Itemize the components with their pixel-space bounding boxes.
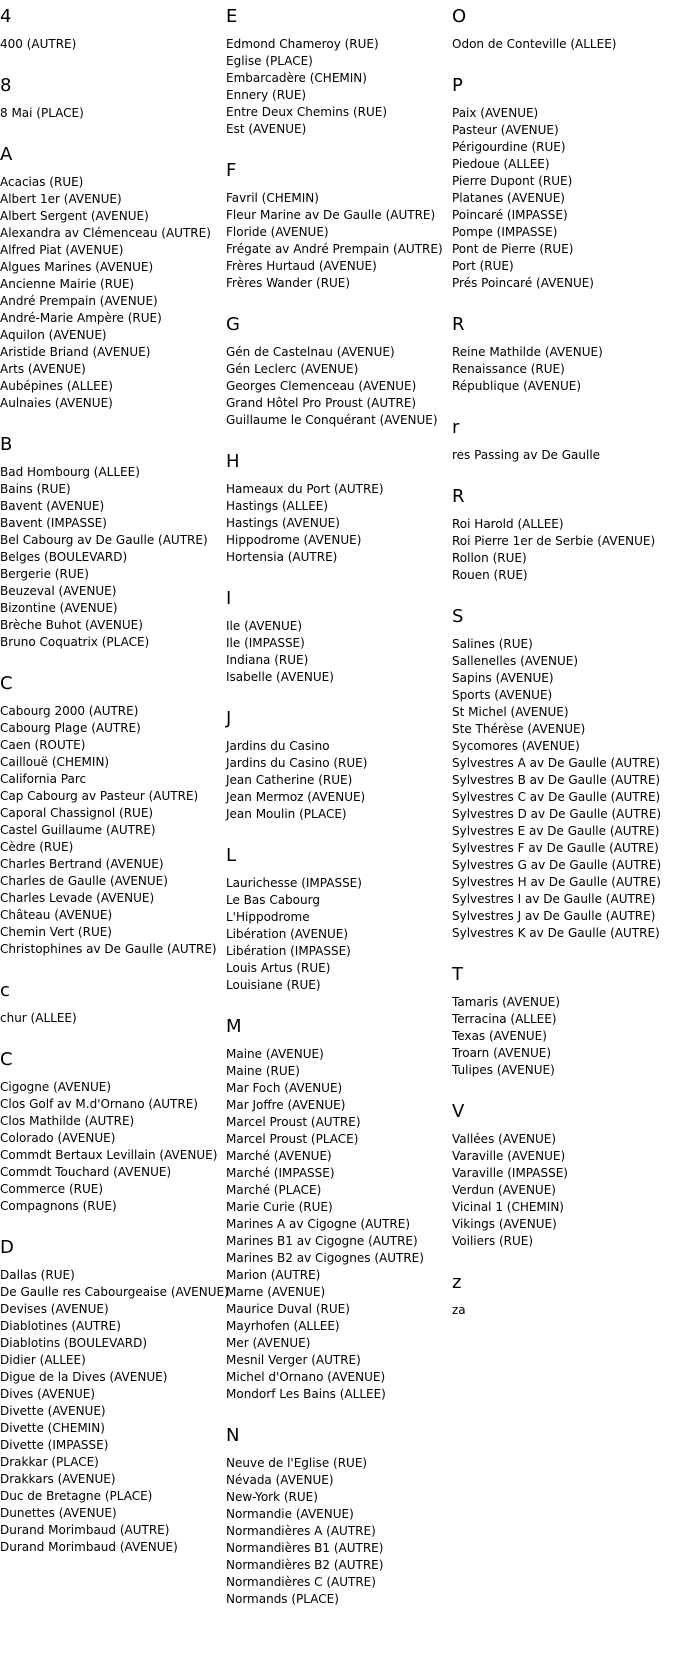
street-item: Normandières A (AUTRE) xyxy=(226,1524,376,1538)
street-item: 400 (AUTRE) xyxy=(0,37,77,51)
street-item: Pompe (IMPASSE) xyxy=(452,225,558,239)
street-item: Albert 1er (AVENUE) xyxy=(0,192,122,206)
street-item: Didier (ALLEE) xyxy=(0,1353,86,1367)
street-item: Aulnaies (AVENUE) xyxy=(0,396,113,410)
index-section xyxy=(0,1049,222,1237)
street-item: Dunettes (AVENUE) xyxy=(0,1506,117,1520)
street-item: Favril (CHEMIN) xyxy=(226,191,319,205)
street-item: Commdt Touchard (AVENUE) xyxy=(0,1165,172,1179)
street-item: Bavent (AVENUE) xyxy=(0,499,105,513)
street-item: Mer (AVENUE) xyxy=(226,1336,311,1350)
index-section xyxy=(226,160,448,314)
street-item: Commdt Bertaux Levillain (AVENUE) xyxy=(0,1148,218,1162)
street-item: Verdun (AVENUE) xyxy=(452,1183,556,1197)
index-section xyxy=(0,144,222,434)
street-item: Louisiane (RUE) xyxy=(226,978,321,992)
index-section xyxy=(226,1425,448,1630)
street-item: Guillaume le Conquérant (AVENUE) xyxy=(226,413,438,427)
street-list xyxy=(452,994,674,1079)
street-item: Commerce (RUE) xyxy=(0,1182,104,1196)
street-item: Ile (AVENUE) xyxy=(226,619,303,633)
street-item: Sapins (AVENUE) xyxy=(452,671,554,685)
street-item: St Michel (AVENUE) xyxy=(452,705,569,719)
street-list xyxy=(452,447,674,464)
street-item: Fleur Marine av De Gaulle (AUTRE) xyxy=(226,208,436,222)
street-item: Sylvestres D av De Gaulle (AUTRE) xyxy=(452,807,662,821)
section-letter: C xyxy=(0,673,13,694)
street-item: République (AVENUE) xyxy=(452,379,582,393)
street-item: Marne (AVENUE) xyxy=(226,1285,326,1299)
street-item: Arts (AVENUE) xyxy=(0,362,86,376)
street-item: Clos Golf av M.d'Ornano (AUTRE) xyxy=(0,1097,198,1111)
street-item: Maurice Duval (RUE) xyxy=(226,1302,350,1316)
street-item: Charles de Gaulle (AVENUE) xyxy=(0,874,168,888)
street-item: Mesnil Verger (AUTRE) xyxy=(226,1353,361,1367)
section-letter: 8 xyxy=(0,75,12,96)
street-item: Drakkar (PLACE) xyxy=(0,1455,99,1469)
street-item: Devises (AVENUE) xyxy=(0,1302,109,1316)
street-item: Prés Poincaré (AVENUE) xyxy=(452,276,594,290)
street-item: Rouen (RUE) xyxy=(452,568,528,582)
section-letter: C xyxy=(0,1049,13,1070)
street-list xyxy=(0,174,222,412)
street-item: Bergerie (RUE) xyxy=(0,567,89,581)
street-item: Roi Harold (ALLEE) xyxy=(452,517,564,531)
street-item: Voiliers (RUE) xyxy=(452,1234,534,1248)
street-item: Diablotines (AUTRE) xyxy=(0,1319,121,1333)
section-letter: r xyxy=(452,417,460,438)
index-column xyxy=(0,6,229,1578)
street-item: Charles Levade (AVENUE) xyxy=(0,891,155,905)
street-list xyxy=(226,1046,448,1403)
street-item: Aquilon (AVENUE) xyxy=(0,328,107,342)
street-item: Rollon (RUE) xyxy=(452,551,527,565)
street-item: Normandières C (AUTRE) xyxy=(226,1575,376,1589)
street-item: Castel Guillaume (AUTRE) xyxy=(0,823,156,837)
street-item: res Passing av De Gaulle xyxy=(452,448,601,462)
street-item: Sylvestres H av De Gaulle (AUTRE) xyxy=(452,875,661,889)
street-item: Jean Catherine (RUE) xyxy=(226,773,353,787)
street-item: Normands (PLACE) xyxy=(226,1592,339,1606)
street-item: Digue de la Dives (AVENUE) xyxy=(0,1370,168,1384)
street-item: Brèche Buhot (AVENUE) xyxy=(0,618,143,632)
street-item: Marché (AVENUE) xyxy=(226,1149,332,1163)
street-list xyxy=(226,36,448,138)
section-letter: 4 xyxy=(0,6,12,27)
street-item: Jean Moulin (PLACE) xyxy=(226,807,347,821)
street-item: Marché (IMPASSE) xyxy=(226,1166,335,1180)
street-item: Bizontine (AVENUE) xyxy=(0,601,118,615)
section-letter: z xyxy=(452,1272,462,1293)
street-item: Marie Curie (RUE) xyxy=(226,1200,333,1214)
street-item: Varaville (AVENUE) xyxy=(452,1149,566,1163)
street-item: Clos Mathilde (AUTRE) xyxy=(0,1114,135,1128)
street-item: Pierre Dupont (RUE) xyxy=(452,174,573,188)
street-item: Normandie (AVENUE) xyxy=(226,1507,354,1521)
street-item: Jardins du Casino xyxy=(226,739,330,753)
street-item: Chemin Vert (RUE) xyxy=(0,925,112,939)
section-letter: E xyxy=(226,6,238,27)
index-section xyxy=(0,75,222,144)
street-list xyxy=(0,1010,222,1027)
street-item: Duc de Bretagne (PLACE) xyxy=(0,1489,153,1503)
street-item: Edmond Chameroy (RUE) xyxy=(226,37,379,51)
street-item: Sylvestres E av De Gaulle (AUTRE) xyxy=(452,824,660,838)
street-item: Paix (AVENUE) xyxy=(452,106,539,120)
index-column xyxy=(226,6,448,1630)
street-item: Vikings (AVENUE) xyxy=(452,1217,557,1231)
street-item: Sylvestres G av De Gaulle (AUTRE) xyxy=(452,858,662,872)
index-section xyxy=(452,6,674,75)
street-item: Beuzeval (AVENUE) xyxy=(0,584,117,598)
street-item: Varaville (IMPASSE) xyxy=(452,1166,568,1180)
street-item: Alfred Piat (AVENUE) xyxy=(0,243,124,257)
street-item: Vallées (AVENUE) xyxy=(452,1132,557,1146)
street-item: Bel Cabourg av De Gaulle (AUTRE) xyxy=(0,533,208,547)
index-section xyxy=(452,417,674,486)
street-item: Mar Foch (AVENUE) xyxy=(226,1081,343,1095)
section-letter: D xyxy=(0,1237,14,1258)
index-section xyxy=(0,673,222,980)
street-item: Hortensia (AUTRE) xyxy=(226,550,338,564)
street-item: chur (ALLEE) xyxy=(0,1011,77,1025)
index-section xyxy=(0,1237,229,1578)
street-item: Salines (RUE) xyxy=(452,637,533,651)
street-item: 8 Mai (PLACE) xyxy=(0,106,84,120)
street-item: Frégate av André Prempain (AUTRE) xyxy=(226,242,443,256)
street-item: Vicinal 1 (CHEMIN) xyxy=(452,1200,564,1214)
street-item: Embarcadère (CHEMIN) xyxy=(226,71,367,85)
street-item: Ancienne Mairie (RUE) xyxy=(0,277,135,291)
street-list xyxy=(226,875,448,994)
street-item: Ile (IMPASSE) xyxy=(226,636,305,650)
street-item: Marines B2 av Cigognes (AUTRE) xyxy=(226,1251,424,1265)
street-item: Odon de Conteville (ALLEE) xyxy=(452,37,617,51)
street-item: Mayrhofen (ALLEE) xyxy=(226,1319,340,1333)
section-letter: T xyxy=(452,964,463,985)
section-letter: c xyxy=(0,980,10,1001)
index-section xyxy=(226,6,448,160)
street-item: Le Bas Cabourg xyxy=(226,893,320,907)
street-item: Sylvestres J av De Gaulle (AUTRE) xyxy=(452,909,656,923)
street-item: Eglise (PLACE) xyxy=(226,54,313,68)
street-item: André-Marie Ampère (RUE) xyxy=(0,311,162,325)
street-item: Sylvestres C av De Gaulle (AUTRE) xyxy=(452,790,661,804)
street-list xyxy=(226,1455,448,1608)
street-list xyxy=(0,703,222,958)
street-item: Bad Hombourg (ALLEE) xyxy=(0,465,140,479)
street-item: Acacias (RUE) xyxy=(0,175,84,189)
street-item: Belges (BOULEVARD) xyxy=(0,550,128,564)
street-item: za xyxy=(452,1303,466,1317)
index-section xyxy=(452,75,674,314)
street-item: Dives (AVENUE) xyxy=(0,1387,96,1401)
street-item: Georges Clemenceau (AVENUE) xyxy=(226,379,417,393)
street-item: Hastings (ALLEE) xyxy=(226,499,329,513)
street-item: Texas (AVENUE) xyxy=(452,1029,547,1043)
street-list xyxy=(226,481,448,566)
street-item: Bains (RUE) xyxy=(0,482,71,496)
street-item: Albert Sergent (AVENUE) xyxy=(0,209,149,223)
street-item: L'Hippodrome xyxy=(226,910,310,924)
street-item: Maine (AVENUE) xyxy=(226,1047,324,1061)
street-item: Ste Thérèse (AVENUE) xyxy=(452,722,586,736)
street-item: Alexandra av Clémenceau (AUTRE) xyxy=(0,226,211,240)
street-item: Christophines av De Gaulle (AUTRE) xyxy=(0,942,217,956)
street-item: Pont de Pierre (RUE) xyxy=(452,242,574,256)
street-item: Indiana (RUE) xyxy=(226,653,309,667)
section-letter: P xyxy=(452,75,463,96)
street-list xyxy=(0,1079,222,1215)
street-item: Piedoue (ALLEE) xyxy=(452,157,550,171)
street-item: Mondorf Les Bains (ALLEE) xyxy=(226,1387,386,1401)
street-item: Sylvestres I av De Gaulle (AUTRE) xyxy=(452,892,656,906)
street-item: Dallas (RUE) xyxy=(0,1268,75,1282)
street-list xyxy=(226,344,448,429)
street-item: Gén de Castelnau (AVENUE) xyxy=(226,345,395,359)
index-section xyxy=(226,845,448,1016)
street-item: Louis Artus (RUE) xyxy=(226,961,331,975)
street-item: Marines B1 av Cigogne (AUTRE) xyxy=(226,1234,418,1248)
street-item: Hastings (AVENUE) xyxy=(226,516,340,530)
street-item: Diablotins (BOULEVARD) xyxy=(0,1336,148,1350)
street-list xyxy=(452,636,674,942)
street-item: Frères Hurtaud (AVENUE) xyxy=(226,259,377,273)
street-list xyxy=(0,36,222,53)
street-item: Durand Morimbaud (AUTRE) xyxy=(0,1523,170,1537)
section-letter: R xyxy=(452,486,465,507)
section-letter: L xyxy=(226,845,237,866)
street-item: Gén Leclerc (AVENUE) xyxy=(226,362,359,376)
street-item: Ennery (RUE) xyxy=(226,88,307,102)
street-item: Renaissance (RUE) xyxy=(452,362,565,376)
street-item: Hameaux du Port (AUTRE) xyxy=(226,482,384,496)
street-item: Drakkars (AVENUE) xyxy=(0,1472,116,1486)
street-item: Grand Hôtel Pro Proust (AUTRE) xyxy=(226,396,417,410)
street-item: Marcel Proust (PLACE) xyxy=(226,1132,359,1146)
street-item: André Prempain (AVENUE) xyxy=(0,294,158,308)
street-item: Maine (RUE) xyxy=(226,1064,300,1078)
street-item: Sports (AVENUE) xyxy=(452,688,553,702)
index-section xyxy=(452,486,674,606)
street-item: Jean Mermoz (AVENUE) xyxy=(226,790,366,804)
street-item: Cabourg Plage (AUTRE) xyxy=(0,721,141,735)
section-letter: B xyxy=(0,434,13,455)
section-letter: J xyxy=(226,708,232,729)
street-list xyxy=(226,618,448,686)
street-item: New-York (RUE) xyxy=(226,1490,318,1504)
street-list xyxy=(0,1267,229,1556)
street-item: Entre Deux Chemins (RUE) xyxy=(226,105,388,119)
street-item: Aubépines (ALLEE) xyxy=(0,379,113,393)
street-item: Caporal Chassignol (RUE) xyxy=(0,806,154,820)
street-item: Marché (PLACE) xyxy=(226,1183,322,1197)
street-item: Sylvestres A av De Gaulle (AUTRE) xyxy=(452,756,661,770)
section-letter: G xyxy=(226,314,240,335)
street-item: Algues Marines (AVENUE) xyxy=(0,260,154,274)
street-item: Terracina (ALLEE) xyxy=(452,1012,557,1026)
street-item: Isabelle (AVENUE) xyxy=(226,670,334,684)
street-list xyxy=(0,105,222,122)
street-item: Sylvestres K av De Gaulle (AUTRE) xyxy=(452,926,660,940)
street-item: Cap Cabourg av Pasteur (AUTRE) xyxy=(0,789,199,803)
street-item: Sylvestres F av De Gaulle (AUTRE) xyxy=(452,841,659,855)
street-item: Frères Wander (RUE) xyxy=(226,276,351,290)
street-item: Colorado (AVENUE) xyxy=(0,1131,116,1145)
index-section xyxy=(0,980,222,1049)
street-item: Marcel Proust (AUTRE) xyxy=(226,1115,361,1129)
section-letter: V xyxy=(452,1101,465,1122)
index-section xyxy=(452,964,674,1101)
index-section xyxy=(226,588,448,708)
index-section xyxy=(226,708,448,845)
section-letter: A xyxy=(0,144,13,165)
street-item: Compagnons (RUE) xyxy=(0,1199,117,1213)
street-list xyxy=(452,344,674,395)
street-item: Divette (IMPASSE) xyxy=(0,1438,109,1452)
index-column xyxy=(452,6,674,1341)
street-item: Platanes (AVENUE) xyxy=(452,191,565,205)
street-item: Bruno Coquatrix (PLACE) xyxy=(0,635,150,649)
street-item: Laurichesse (IMPASSE) xyxy=(226,876,362,890)
street-item: Mar Joffre (AVENUE) xyxy=(226,1098,346,1112)
street-item: Poincaré (IMPASSE) xyxy=(452,208,568,222)
street-item: De Gaulle res Cabourgeaise (AVENUE) xyxy=(0,1285,229,1299)
street-item: Charles Bertrand (AVENUE) xyxy=(0,857,164,871)
street-item: Port (RUE) xyxy=(452,259,514,273)
street-item: Périgourdine (RUE) xyxy=(452,140,566,154)
street-item: Troarn (AVENUE) xyxy=(452,1046,552,1060)
street-item: Bavent (IMPASSE) xyxy=(0,516,107,530)
street-item: Jardins du Casino (RUE) xyxy=(226,756,368,770)
street-item: Sylvestres B av De Gaulle (AUTRE) xyxy=(452,773,661,787)
street-item: Michel d'Ornano (AVENUE) xyxy=(226,1370,386,1384)
index-section xyxy=(0,434,222,673)
index-section xyxy=(452,1101,674,1272)
index-section xyxy=(452,314,674,417)
street-item: Marion (AUTRE) xyxy=(226,1268,321,1282)
street-item: Normandières B2 (AUTRE) xyxy=(226,1558,384,1572)
street-item: Floride (AVENUE) xyxy=(226,225,329,239)
index-section xyxy=(452,606,674,964)
index-section xyxy=(226,314,448,451)
street-item: Caen (ROUTE) xyxy=(0,738,86,752)
street-list xyxy=(226,738,448,823)
section-letter: O xyxy=(452,6,467,27)
street-item: Sallenelles (AVENUE) xyxy=(452,654,579,668)
index-section xyxy=(452,1272,674,1341)
street-item: Caillouë (CHEMIN) xyxy=(0,755,110,769)
street-item: Reine Mathilde (AVENUE) xyxy=(452,345,603,359)
street-list xyxy=(452,36,674,53)
street-item: Pasteur (AVENUE) xyxy=(452,123,559,137)
section-letter: S xyxy=(452,606,464,627)
street-item: Durand Morimbaud (AVENUE) xyxy=(0,1540,178,1554)
street-list xyxy=(452,1302,674,1319)
street-item: Est (AVENUE) xyxy=(226,122,307,136)
street-item: Château (AVENUE) xyxy=(0,908,113,922)
street-list xyxy=(452,1131,674,1250)
street-list xyxy=(226,190,448,292)
street-item: Aristide Briand (AVENUE) xyxy=(0,345,151,359)
section-letter: I xyxy=(226,588,232,609)
street-item: Libération (IMPASSE) xyxy=(226,944,351,958)
section-letter: R xyxy=(452,314,465,335)
street-item: Cabourg 2000 (AUTRE) xyxy=(0,704,139,718)
section-letter: F xyxy=(226,160,237,181)
street-item: Libération (AVENUE) xyxy=(226,927,349,941)
street-item: Roi Pierre 1er de Serbie (AVENUE) xyxy=(452,534,656,548)
street-list xyxy=(0,464,222,651)
street-item: Divette (CHEMIN) xyxy=(0,1421,105,1435)
street-item: California Parc xyxy=(0,772,87,786)
street-item: Marines A av Cigogne (AUTRE) xyxy=(226,1217,411,1231)
street-list xyxy=(452,516,674,584)
street-item: Divette (AVENUE) xyxy=(0,1404,106,1418)
index-section xyxy=(0,6,222,75)
street-list xyxy=(452,105,674,292)
index-section xyxy=(226,451,448,588)
street-item: Hippodrome (AVENUE) xyxy=(226,533,362,547)
street-item: Sycomores (AVENUE) xyxy=(452,739,580,753)
street-item: Tulipes (AVENUE) xyxy=(452,1063,555,1077)
section-letter: H xyxy=(226,451,240,472)
street-item: Névada (AVENUE) xyxy=(226,1473,334,1487)
section-letter: N xyxy=(226,1425,240,1446)
street-item: Cigogne (AVENUE) xyxy=(0,1080,112,1094)
section-letter: M xyxy=(226,1016,242,1037)
street-item: Normandières B1 (AUTRE) xyxy=(226,1541,384,1555)
index-section xyxy=(226,1016,448,1425)
street-item: Cèdre (RUE) xyxy=(0,840,74,854)
street-item: Neuve de l'Eglise (RUE) xyxy=(226,1456,368,1470)
street-item: Tamaris (AVENUE) xyxy=(452,995,561,1009)
